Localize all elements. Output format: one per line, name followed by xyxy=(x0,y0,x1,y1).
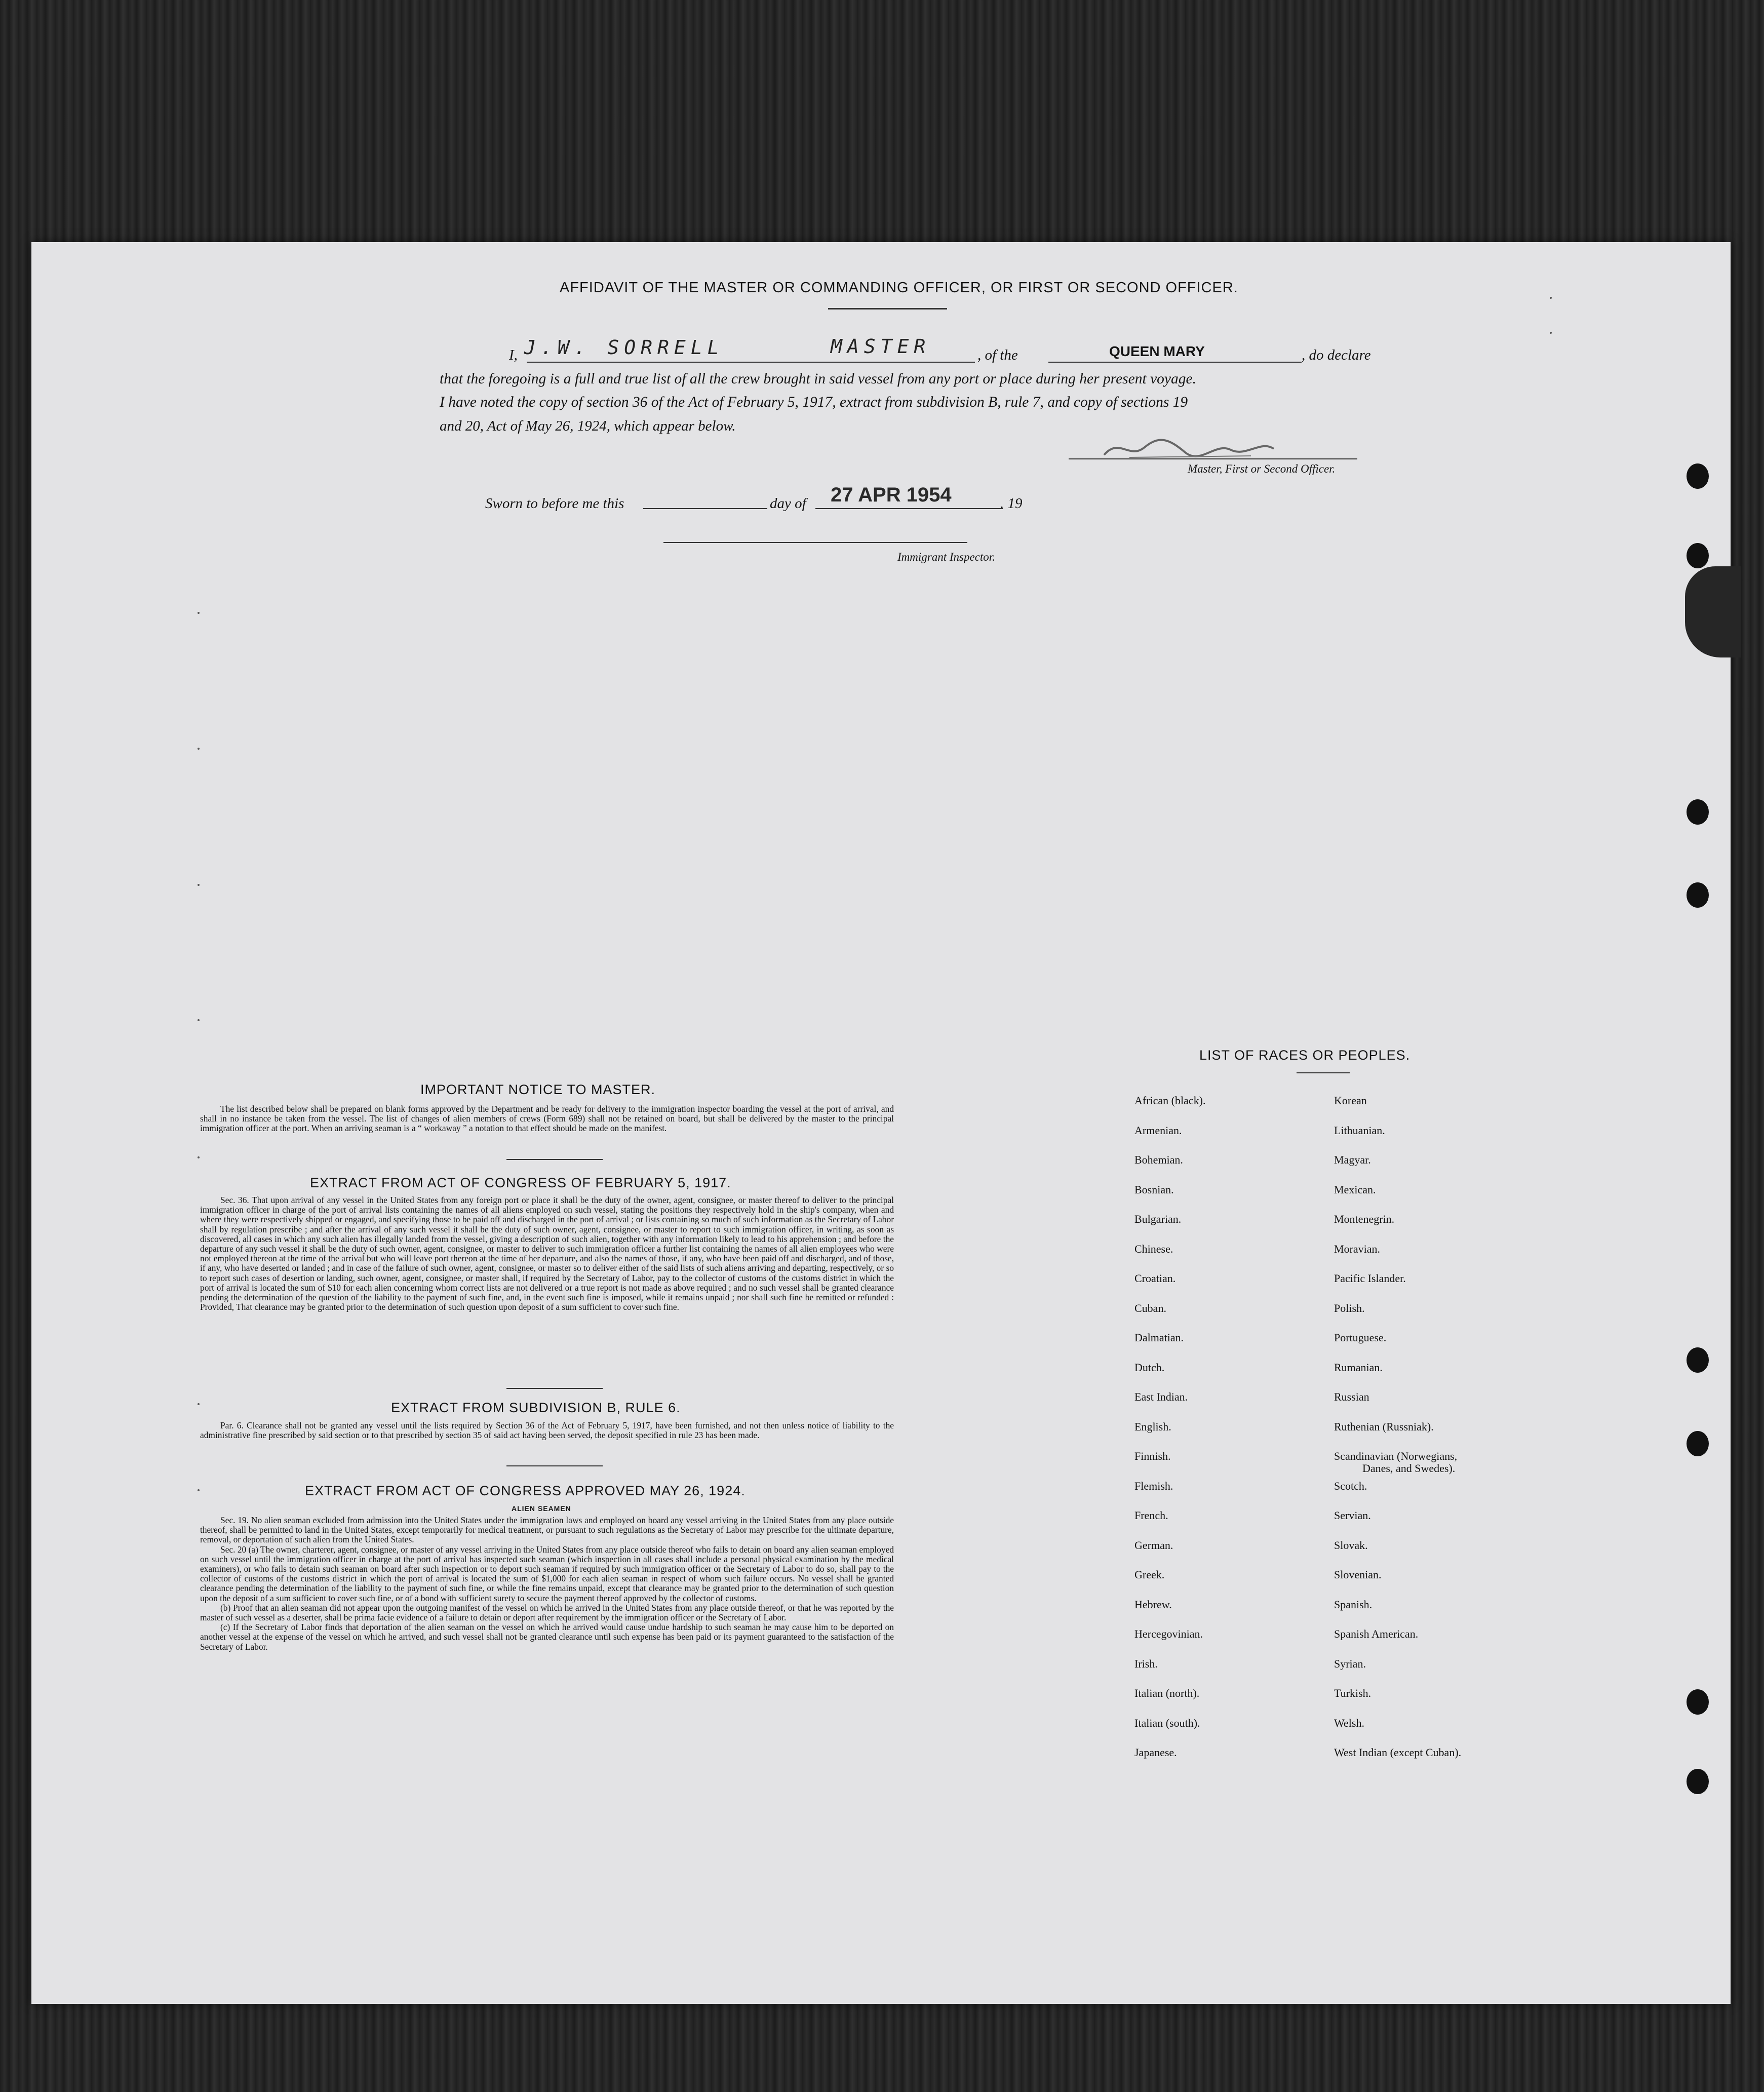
stray-mark xyxy=(1550,332,1552,334)
stray-mark xyxy=(198,612,200,614)
race-item: Polish. xyxy=(1334,1301,1365,1314)
race-item: French. xyxy=(1134,1509,1168,1522)
stray-mark xyxy=(198,1019,200,1021)
alien-seamen-subhead: ALIEN SEAMEN xyxy=(512,1504,571,1513)
notice-title: IMPORTANT NOTICE TO MASTER. xyxy=(420,1082,656,1097)
race-item: Croatian. xyxy=(1134,1272,1176,1285)
race-item: Japanese. xyxy=(1134,1746,1177,1759)
race-item: African (black). xyxy=(1134,1094,1206,1107)
race-item: Lithuanian. xyxy=(1334,1124,1385,1137)
race-item: Montenegrin. xyxy=(1334,1213,1395,1225)
extract-1924-sec20a: Sec. 20 (a) The owner, charterer, agent, consignee, or master of any vessel arriving in the United States from any place outside thereof who fails to detain on board any alien seaman employed on such vessel until the immigration officer in charge at the port of arrival has inspected such seaman (which inspection in all cases shall include a personal physical examination by the medical examiners), or who fails to detain such seaman on board after such inspection or to deport such seaman if required by such immigration officer or the Secretary of Labor to do so, shall pay to the collector of customs of the customs district in which the port of arrival is located the sum of $1,000 for each alien seaman in respect of whom such failure occurs. No vessel shall be granted clearance pending the determination of the liability to the payment of such fine, or while the fine remains unpaid, except that clearance may be granted prior to the determination of such question upon the deposit of a sum sufficient to cover such fine, or of a bond with sufficient surety to secure the payment thereof approved by the collector of customs. xyxy=(200,1544,894,1603)
extract-1917-paragraph: Sec. 36. That upon arrival of any vessel in the United States from any foreign port or place it shall be the duty of the owner, agent, consignee, or master thereof to deliver to the principal immigration officer in charge of the port of arrival lists containing the names of all aliens employed on such vessel, stating the positions they respectively hold in the ship's company, when and where they were respectively shipped or engaged, and specifying those to be paid off and discharged in the port of arrival ; or lists containing so much of such information as the Secretary of Labor shall by regulation prescribe ; and after the arrival of any such vessel it shall be the duty of such owner, agent, consignee, or master to report to such immigration officer, in writing, as soon as discovered, all cases in which any such alien has illegally landed from the vessel, giving a description of such alien, together with any information likely to lead to his apprehension ; and before the departure of any such vessel it shall be the duty of such owner, agent, consignee, or master to deliver to such immigration officer a further list containing the names of all alien employees who were not employed thereon at the time of the arrival but who will leave port thereon at the time of her departure, and also the names of those, if any, who have been paid off and discharged, and of those, if any, who have deserted or landed ; and in case of the failure of such owner, agent, consignee, or master so to deliver either of the said lists of such aliens arriving and departing, respectively, or so to report such cases of desertion or landing, such owner, agent, consignee, or master shall, if required by the Secretary of Labor, pay to the collector of customs of the customs district in which the port of arrival is located the sum of $10 for each alien concerning whom correct lists are not delivered or a true report is not made as above required ; and no such vessel shall be granted clearance pending the determination of the question of the liability to the payment of such fine, and, in the event such fine is imposed, while it remains unpaid ; nor shall such fine be remitted or refunded : Provided, That clearance may be granted prior to the determination of such question upon deposit of a sum sufficient to cover such fine. xyxy=(200,1195,894,1312)
title-underline xyxy=(828,308,947,309)
race-item: Bosnian. xyxy=(1134,1183,1174,1196)
race-item: Welsh. xyxy=(1334,1716,1364,1729)
extract-rule6-title: EXTRACT FROM SUBDIVISION B, RULE 6. xyxy=(391,1400,681,1415)
section-divider xyxy=(506,1388,603,1389)
section-divider xyxy=(506,1465,603,1466)
race-item: German. xyxy=(1134,1538,1173,1552)
extract-1924-sec20c: (c) If the Secretary of Labor finds that deportation of the alien seaman on the vessel on which he arrived would cause undue hardship to such seaman he may cause him to be deported on another vessel at the expense of the vessel on which he arrived, and such vessel shall not be granted clearance until such expense has been paid or its payment guaranteed to the satisfaction of the Secretary of Labor. xyxy=(200,1622,894,1652)
race-item: Dutch. xyxy=(1134,1361,1165,1374)
extract-1917-title: EXTRACT FROM ACT OF CONGRESS OF FEBRUARY 5, 1917. xyxy=(310,1175,731,1190)
extract-rule6-paragraph: Par. 6. Clearance shall not be granted any vessel until the lists required by Section 36 of the Act of February 5, 1917, have been furnished, and not then unless notice of liability to the administrative fine prescribed by said section or to that prescribed by section 35 of said act having been served, the deposit specified in rule 23 has been made. xyxy=(200,1420,894,1441)
affidavit-line2: that the foregoing is a full and true list of all the crew brought in said vessel from any port or place during her present voyage. xyxy=(440,371,1196,387)
extract-1924-body xyxy=(200,1516,894,1652)
race-item: Moravian. xyxy=(1334,1242,1381,1255)
race-item: West Indian (except Cuban). xyxy=(1334,1746,1462,1759)
race-item: Scotch. xyxy=(1334,1479,1367,1492)
sworn-day-line xyxy=(643,508,767,509)
stray-mark xyxy=(198,1403,200,1405)
stray-mark xyxy=(198,1156,200,1158)
binder-hole xyxy=(1687,543,1709,568)
race-item: Italian (north). xyxy=(1134,1687,1200,1699)
race-item: Portuguese. xyxy=(1334,1331,1387,1344)
extract-rule6-body xyxy=(200,1421,894,1440)
vessel-name-stamp: QUEEN MARY xyxy=(1109,343,1205,359)
stray-mark xyxy=(198,884,200,886)
race-item: Hercegovinian. xyxy=(1134,1628,1203,1640)
name-fill-line xyxy=(527,362,975,363)
race-scandinavian-continuation: Danes, and Swedes). xyxy=(1362,1462,1456,1475)
inspector-line xyxy=(663,542,967,543)
race-item: Irish. xyxy=(1134,1657,1158,1670)
race-item: Magyar. xyxy=(1334,1153,1371,1166)
extract-1924-sec19: Sec. 19. No alien seaman excluded from admission into the United States under the immigration laws and employed on board any vessel arriving in the United States from any place outside thereof, shall be permitted to land in the United States, except temporarily for medical treatment, or pursuant to such regulations as the Secretary of Labor may prescribe for the ultimate departure, removal, or deportation of such alien from the United States. xyxy=(200,1515,894,1545)
section-divider xyxy=(506,1159,603,1160)
stray-mark xyxy=(198,1489,200,1491)
extract-1924-title: EXTRACT FROM ACT OF CONGRESS APPROVED MAY 26, 1924. xyxy=(305,1483,746,1498)
signature-label: Master, First or Second Officer. xyxy=(1188,462,1336,475)
race-item: Greek. xyxy=(1134,1568,1165,1581)
race-item: Mexican. xyxy=(1334,1183,1376,1196)
stray-mark xyxy=(198,748,200,750)
race-item: Armenian. xyxy=(1134,1124,1182,1137)
binder-hole xyxy=(1687,882,1709,908)
race-item: Dalmatian. xyxy=(1134,1331,1184,1344)
sworn-month-line xyxy=(815,508,1003,509)
race-item: Spanish American. xyxy=(1334,1628,1419,1640)
binder-hole xyxy=(1687,463,1709,489)
signature-line xyxy=(1069,458,1357,459)
race-item: Syrian. xyxy=(1334,1657,1366,1670)
extract-1924-sec20b: (b) Proof that an alien seaman did not appear upon the outgoing manifest of the vessel on which he arrived in the United States from any place outside thereof, or that he was reported by the master of such vessel as a deserter, shall be prima facie evidence of a failure to detain or deport after requirement by the immigration officer or the Secretary of Labor. xyxy=(200,1602,894,1623)
races-title: LIST OF RACES OR PEOPLES. xyxy=(1199,1048,1410,1063)
binder-hole xyxy=(1687,1347,1709,1373)
race-item: English. xyxy=(1134,1420,1171,1433)
binder-hole xyxy=(1687,799,1709,825)
race-item: Italian (south). xyxy=(1134,1716,1200,1729)
affidavit-line3: I have noted the copy of section 36 of the Act of February 5, 1917, extract from subdivision B, rule 7, and copy of sections 19 xyxy=(440,394,1188,410)
vessel-fill-line xyxy=(1048,362,1302,363)
date-stamp: 27 APR 1954 xyxy=(831,484,952,506)
race-item: Ruthenian (Russniak). xyxy=(1334,1420,1434,1433)
sworn-day-of: day of xyxy=(770,495,806,512)
race-item: Spanish. xyxy=(1334,1598,1373,1611)
race-item: Pacific Islander. xyxy=(1334,1272,1406,1285)
race-item: Flemish. xyxy=(1134,1479,1173,1492)
binder-hole xyxy=(1687,1431,1709,1456)
master-signature xyxy=(1099,435,1281,465)
races-title-underline xyxy=(1297,1072,1350,1073)
binder-hole xyxy=(1687,1689,1709,1715)
affidavit-of-the: , of the xyxy=(977,347,1018,363)
race-item: Turkish. xyxy=(1334,1687,1371,1699)
sworn-year: . 19 xyxy=(1000,495,1023,512)
race-item: East Indian. xyxy=(1134,1390,1188,1403)
race-item: Finnish. xyxy=(1134,1450,1171,1462)
race-item: Servian. xyxy=(1334,1509,1371,1522)
stray-mark xyxy=(1550,297,1552,299)
master-rank-handwritten: MASTER xyxy=(831,335,931,358)
race-item: Slovak. xyxy=(1334,1538,1368,1552)
affidavit-line1-suffix: , do declare xyxy=(1302,347,1371,363)
notice-body xyxy=(200,1104,894,1134)
sworn-prefix: Sworn to before me this xyxy=(485,495,624,512)
race-item: Hebrew. xyxy=(1134,1598,1172,1611)
race-item: Bohemian. xyxy=(1134,1153,1183,1166)
affidavit-title: AFFIDAVIT OF THE MASTER OR COMMANDING OFFICER, OR FIRST OR SECOND OFFICER. xyxy=(560,280,1238,296)
inspector-label: Immigrant Inspector. xyxy=(897,551,995,563)
race-item: Bulgarian. xyxy=(1134,1213,1182,1225)
affidavit-line1-prefix: I, xyxy=(509,347,518,363)
race-item: Cuban. xyxy=(1134,1301,1166,1314)
race-item: Slovenian. xyxy=(1334,1568,1382,1581)
affidavit-line4: and 20, Act of May 26, 1924, which appear below. xyxy=(440,418,736,434)
race-item: Korean xyxy=(1334,1094,1367,1107)
master-name-handwritten: J.W. SORRELL xyxy=(524,336,724,359)
race-item: Russian xyxy=(1334,1390,1369,1403)
race-item: Rumanian. xyxy=(1334,1361,1383,1374)
race-item: Chinese. xyxy=(1134,1242,1173,1255)
extract-1917-body xyxy=(200,1195,894,1312)
race-item: Scandinavian (Norwegians, xyxy=(1334,1450,1458,1462)
binder-hole xyxy=(1687,1769,1709,1794)
notice-paragraph: The list described below shall be prepared on blank forms approved by the Department and be ready for delivery to the immigration inspector boarding the vessel at the port of arrival, and shall in no instance be taken from the vessel. The list of changes of alien members of crews (Form 689) shall not be retained on board, but shall be delivered by the master to the principal immigration officer at the port. When an arriving seaman is a “ workaway ” a notation to that effect should be made on the manifest. xyxy=(200,1104,894,1134)
torn-corner xyxy=(1685,566,1741,657)
